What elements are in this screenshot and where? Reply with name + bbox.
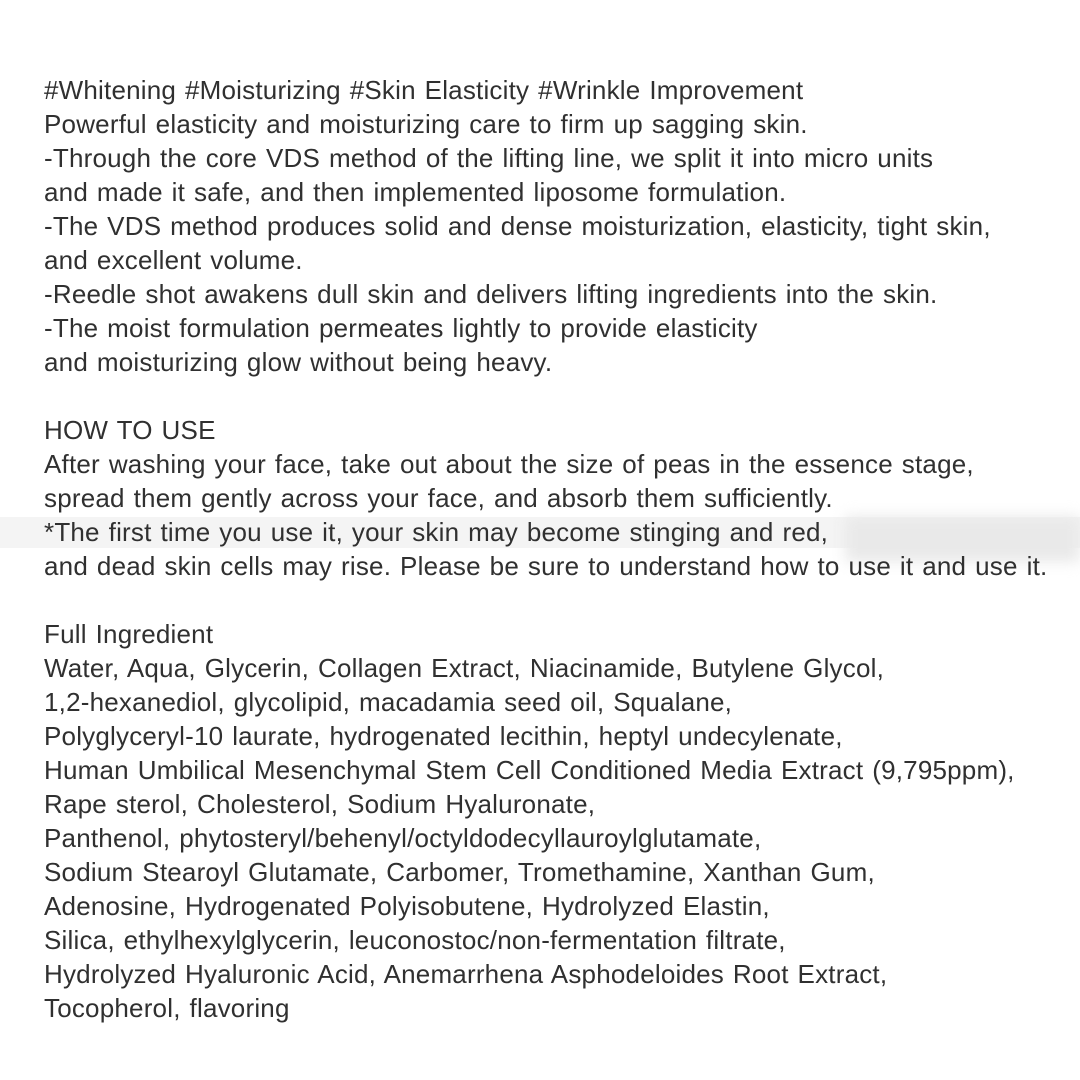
caution-text-line: and dead skin cells may rise. Please be sure to understand how to use it and use it. bbox=[44, 551, 1048, 581]
ingredient-line: Hydrolyzed Hyaluronic Acid, Anemarrhena Asphodeloides Root Extract, bbox=[44, 959, 888, 989]
text-line: and excellent volume. bbox=[44, 245, 303, 275]
text-line: and made it safe, and then implemented liposome formulation. bbox=[44, 177, 787, 207]
how-to-use-section bbox=[44, 413, 1054, 583]
ingredient-line: Human Umbilical Mesenchymal Stem Cell Conditioned Media Extract (9,795ppm), bbox=[44, 755, 1015, 785]
ingredient-line: Silica, ethylhexylglycerin, leuconostoc/non-fermentation filtrate, bbox=[44, 925, 786, 955]
ingredient-line: Water, Aqua, Glycerin, Collagen Extract, Niacinamide, Butylene Glycol, bbox=[44, 653, 885, 683]
ingredient-line: 1,2-hexanediol, glycolipid, macadamia seed oil, Squalane, bbox=[44, 687, 733, 717]
ingredient-line: Tocopherol, flavoring bbox=[44, 993, 290, 1023]
ingredient-line: Rape sterol, Cholesterol, Sodium Hyaluronate, bbox=[44, 789, 596, 819]
text-line: -Through the core VDS method of the lifting line, we split it into micro units bbox=[44, 143, 934, 173]
intro-section bbox=[44, 73, 1054, 379]
text-line: Powerful elasticity and moisturizing care to firm up sagging skin. bbox=[44, 109, 808, 139]
text-line: -The VDS method produces solid and dense moisturization, elasticity, tight skin, bbox=[44, 211, 991, 241]
text-line: -Reedle shot awakens dull skin and delivers lifting ingredients into the skin. bbox=[44, 279, 938, 309]
text-line: and moisturizing glow without being heavy. bbox=[44, 347, 553, 377]
text-line: spread them gently across your face, and absorb them sufficiently. bbox=[44, 483, 833, 513]
how-to-use-heading: HOW TO USE bbox=[44, 415, 216, 445]
ingredient-line: Polyglyceryl-10 laurate, hydrogenated lecithin, heptyl undecylenate, bbox=[44, 721, 843, 751]
section-gap bbox=[44, 583, 1054, 617]
ingredient-line: Sodium Stearoyl Glutamate, Carbomer, Tromethamine, Xanthan Gum, bbox=[44, 857, 875, 887]
product-description bbox=[44, 73, 1054, 1025]
text-line: -The moist formulation permeates lightly to provide elasticity bbox=[44, 313, 758, 343]
full-ingredient-heading: Full Ingredient bbox=[44, 619, 214, 649]
caution-text-line: *The first time you use it, your skin may become stinging and red, bbox=[44, 517, 829, 547]
hashtag-line: #Whitening #Moisturizing #Skin Elasticity #Wrinkle Improvement bbox=[44, 75, 804, 105]
text-line: After washing your face, take out about the size of peas in the essence stage, bbox=[44, 449, 974, 479]
ingredient-line: Panthenol, phytosteryl/behenyl/octyldodecyllauroylglutamate, bbox=[44, 823, 762, 853]
full-ingredient-section bbox=[44, 617, 1054, 1025]
section-gap bbox=[44, 379, 1054, 413]
ingredient-line: Adenosine, Hydrogenated Polyisobutene, Hydrolyzed Elastin, bbox=[44, 891, 770, 921]
